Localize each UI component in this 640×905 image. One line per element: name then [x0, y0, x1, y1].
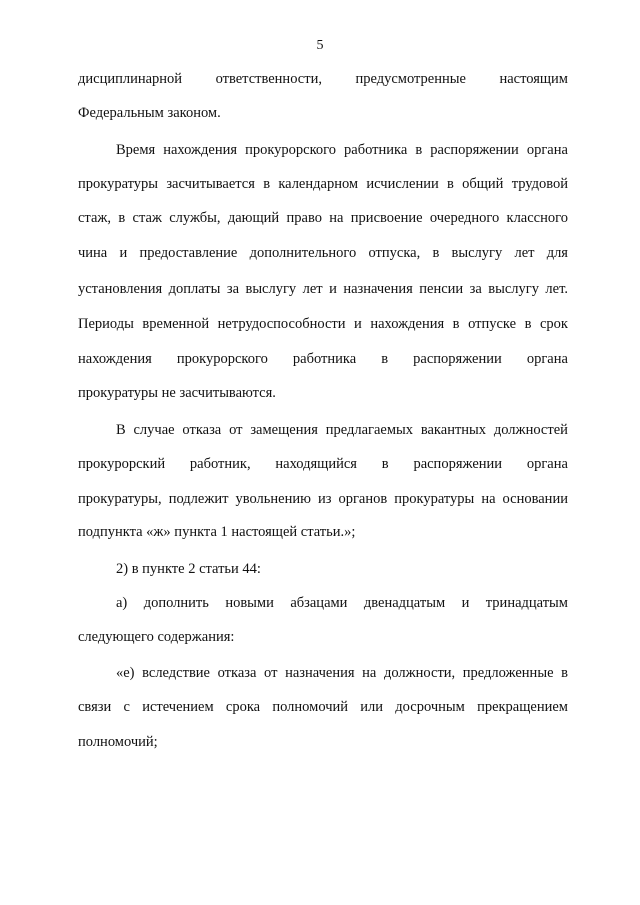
text-line: Периоды временной нетрудоспособности и нахождения в отпуске в срок — [78, 316, 568, 332]
text-line: Время нахождения прокурорского работника в распоряжении органа — [116, 142, 568, 158]
text-line: дисциплинарной ответственности, предусмотренные настоящим — [78, 71, 568, 87]
text-line: нахождения прокурорского работника в распоряжении органа — [78, 351, 568, 367]
text-line: установления доплаты за выслугу лет и назначения пенсии за выслугу лет. — [78, 281, 568, 297]
text-line: прокурорский работник, находящийся в распоряжении органа — [78, 456, 568, 472]
text-line: «е) вследствие отказа от назначения на должности, предложенные в — [116, 665, 568, 681]
text-line: Федеральным законом. — [78, 105, 221, 121]
text-line: стаж, в стаж службы, дающий право на присвоение очередного классного — [78, 210, 568, 226]
text-line: связи с истечением срока полномочий или досрочным прекращением — [78, 699, 568, 715]
text-line: В случае отказа от замещения предлагаемых вакантных должностей — [116, 422, 568, 438]
text-line: чина и предоставление дополнительного отпуска, в выслугу лет для — [78, 245, 568, 261]
text-line: полномочий; — [78, 734, 158, 750]
text-line: подпункта «ж» пункта 1 настоящей статьи.»; — [78, 524, 356, 540]
text-line: прокуратуры, подлежит увольнению из органов прокуратуры на основании — [78, 491, 568, 507]
page-number: 5 — [316, 38, 324, 53]
text-line: а) дополнить новыми абзацами двенадцатым и тринадцатым — [116, 595, 568, 611]
text-line: прокуратуры засчитывается в календарном исчислении в общий трудовой — [78, 176, 568, 192]
text-line: прокуратуры не засчитываются. — [78, 385, 276, 401]
text-line: следующего содержания: — [78, 629, 235, 645]
text-line: 2) в пункте 2 статьи 44: — [116, 561, 261, 577]
